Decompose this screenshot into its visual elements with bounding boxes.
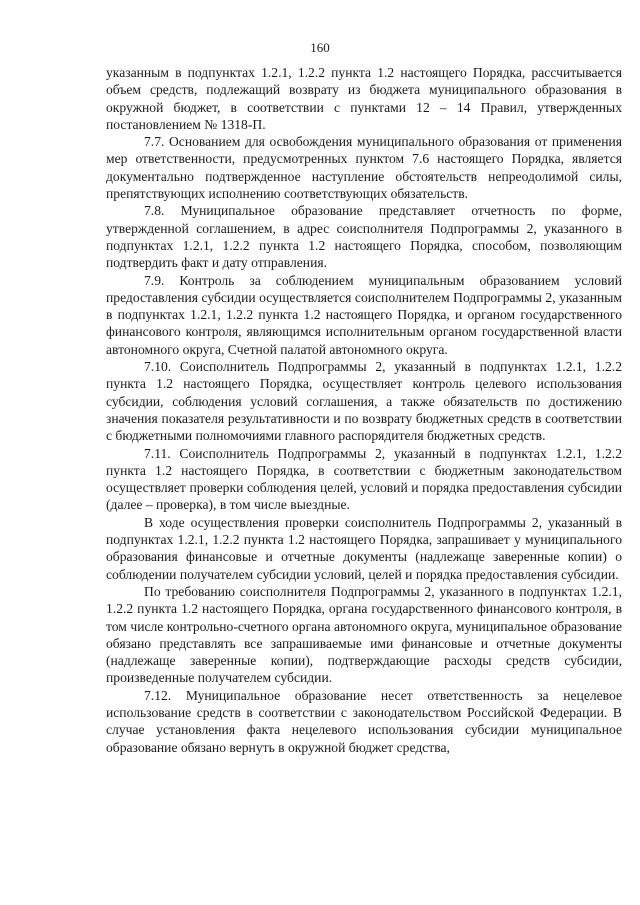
page-number: 160 xyxy=(310,40,330,55)
paragraph-7-7: 7.7. Основанием для освобождения муниципального образования от применения мер ответственности, предусмотренных пунктом 7.6 настоящего Порядка, является документально подтвержденное наступление обстоятельств непреодолимой силы, препятствующих исполнению соответствующих обязательств. xyxy=(106,134,622,202)
paragraph-continuation: указанным в подпунктах 1.2.1, 1.2.2 пункта 1.2 настоящего Порядка, рассчитывается объем средств, подлежащий возврату из бюджета муниципального образования в окружной бюджет, в соответствии с пунктами 12 – 14 Правил, утвержденных постановлением № 1318-П. xyxy=(106,65,622,132)
paragraph-7-11: 7.11. Соисполнитель Подпрограммы 2, указанный в подпунктах 1.2.1, 1.2.2 пункта 1.2 настоящего Порядка, в соответствии с бюджетным законодательством осуществляет проверки соблюдения целей, условий и порядка предоставления субсидии (далее – проверка), в том числе выездные. xyxy=(106,445,622,513)
paragraph-7-8: 7.8. Муниципальное образование представляет отчетность по форме, утвержденной соглашением, в адрес соисполнителя Подпрограммы 2, указанного в подпунктах 1.2.1, 1.2.2 пункта 1.2 настоящего Порядка, способом, позволяющим подтвердить факт и дату отправления. xyxy=(106,203,622,271)
paragraph-request: По требованию соисполнителя Подпрограммы 2, указанного в подпунктах 1.2.1, 1.2.2 пункта 1.2 настоящего Порядка, органа государственного финансового контроля, в том числе контрольно-счетного органа автономного округа, муниципальное образование обязано представлять все запрашиваемые ими финансовые и отчетные документы (надлежаще заверенные копии), подтверждающие расходы средств субсидии, произведенные получателем субсидии. xyxy=(106,583,622,686)
paragraph-7-12: 7.12. Муниципальное образование несет ответственность за нецелевое использование средств в соответствии с законодательством Российской Федерации. В случае установления факта нецелевого использования субсидии муниципальное образование обязано вернуть в окружной бюджет средства, xyxy=(106,687,622,755)
document-body xyxy=(106,64,622,756)
paragraph-7-9: 7.9. Контроль за соблюдением муниципальным образованием условий предоставления субсидии осуществляется соисполнителем Подпрограммы 2, указанным в подпунктах 1.2.1, 1.2.2 пункта 1.2 настоящего Порядка, и органом государственного финансового контроля, являющимся исполнительным органом государственной власти автономного округа, Счетной палатой автономного округа. xyxy=(106,272,622,357)
paragraph-7-10: 7.10. Соисполнитель Подпрограммы 2, указанный в подпунктах 1.2.1, 1.2.2 пункта 1.2 настоящего Порядка, осуществляет контроль целевого использования субсидии, соблюдения условий соглашения, а также обязательств по достижению значения показателя результативности и по возврату бюджетных средств в соответствии с бюджетными полномочиями главного распорядителя бюджетных средств. xyxy=(106,359,622,444)
paragraph-inspection: В ходе осуществления проверки соисполнитель Подпрограммы 2, указанный в подпунктах 1.2.1, 1.2.2 пункта 1.2 настоящего Порядка, запрашивает у муниципального образования финансовые и отчетные документы (надлежаще заверенные копии) о соблюдении получателем субсидии условий, целей и порядка предоставления субсидии. xyxy=(106,514,622,582)
